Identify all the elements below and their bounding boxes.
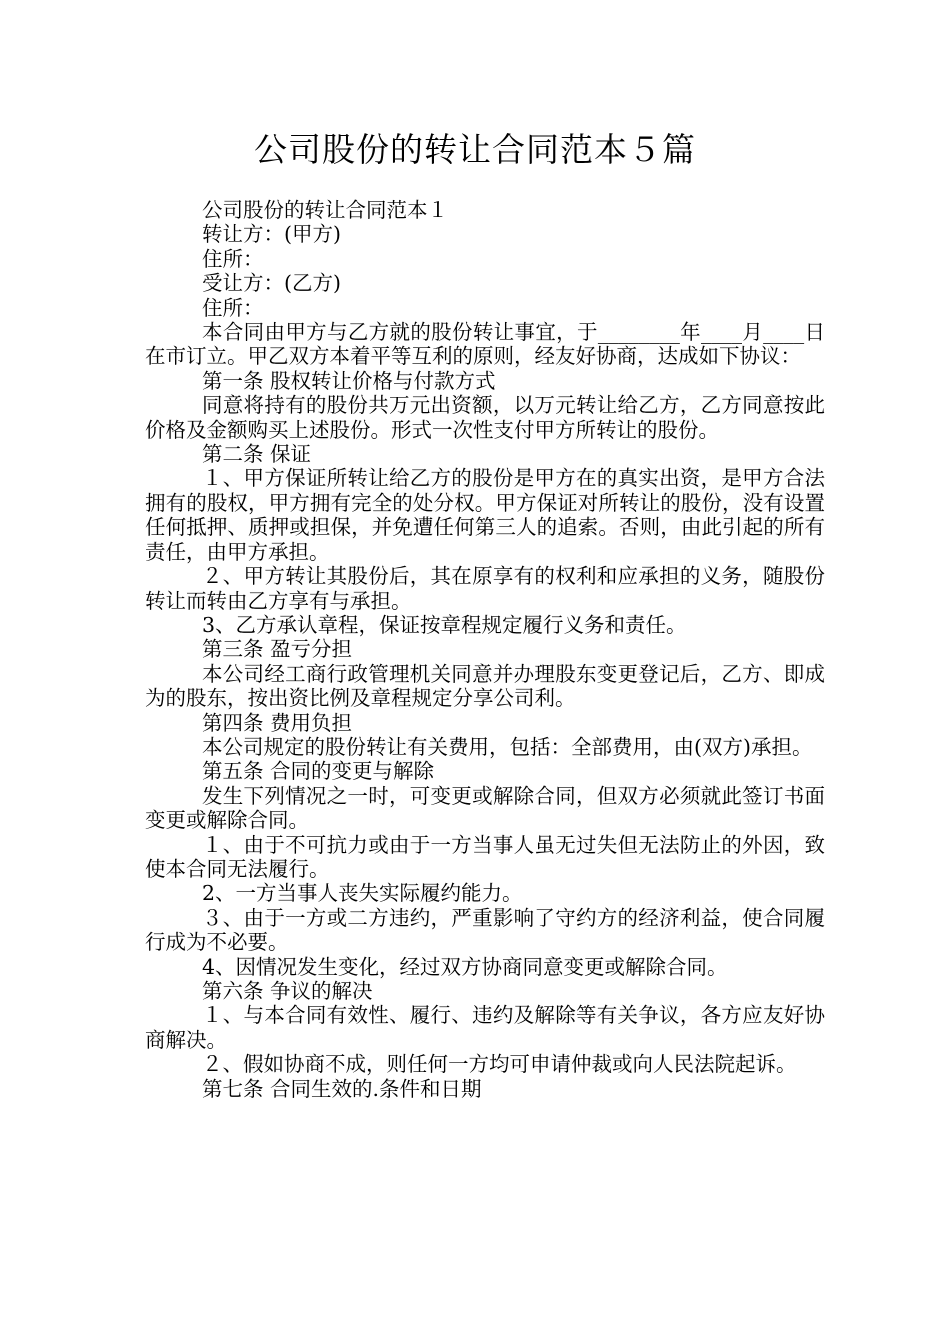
article-heading-5: 第五条 合同的变更与解除: [202, 759, 435, 784]
document-body: [145, 198, 825, 1101]
paragraph: ３、由于一方或二方违约，严重影响了守约方的经济利益，使合同履行成为不必要。: [145, 905, 825, 955]
paragraph: 发生下列情况之一时，可变更或解除合同，但双方必须就此签订书面变更或解除合同。: [145, 783, 825, 833]
paragraph-subtitle: 公司股份的转让合同范本１: [202, 198, 448, 222]
article-heading-4: 第四条 费用负担: [202, 710, 353, 735]
paragraph: １、由于不可抗力或由于一方当事人虽无过失但无法防止的外因，致使本合同无法履行。: [145, 832, 825, 881]
paragraph-transferor: 转让方：(甲方): [202, 222, 341, 247]
paragraph: 本公司规定的股份转让有关费用，包括：全部费用，由(双方)承担。: [202, 734, 813, 759]
paragraph: 本公司经工商行政管理机关同意并办理股东变更登记后，乙方、即成为的股东，按出资比例及章程规定分享公司利。: [145, 661, 825, 711]
paragraph-transferee-address: 住所：: [202, 295, 264, 320]
paragraph-transferor-address: 住所：: [202, 246, 264, 271]
paragraph: １、甲方保证所转让给乙方的股份是甲方在的真实出资，是甲方合法拥有的股权，甲方拥有完全的处分权。甲方保证对所转让的股份，没有设置任何抵押、质押或担保，并免遭任何第三人的追索。否则，由此引起的所有责任，由甲方承担。: [145, 466, 825, 564]
paragraph: 3、乙方承认章程，保证按章程规定履行义务和责任。: [202, 612, 687, 637]
paragraph: １、与本合同有效性、履行、违约及解除等有关争议，各方应友好协商解决。: [145, 1003, 825, 1052]
paragraph: 同意将持有的股份共万元出资额，以万元转让给乙方，乙方同意按此价格及金额购买上述股份。形式一次性支付甲方所转让的股份。: [145, 393, 825, 442]
paragraph: 4、因情况发生变化，经过双方协商同意变更或解除合同。: [202, 954, 728, 979]
document-title: 公司股份的转让合同范本５篇: [254, 130, 696, 169]
paragraph-transferee: 受让方：(乙方): [202, 271, 341, 296]
paragraph: ２、甲方转让其股份后，其在原享有的权利和应承担的义务，随股份转让而转由乙方享有与承担。: [145, 564, 825, 613]
article-heading-1: 第一条 股权转让价格与付款方式: [202, 368, 496, 393]
article-heading-2: 第二条 保证: [202, 442, 312, 467]
paragraph-preamble: 本合同由甲方与乙方就的股份转让事宜，于________年____月____日在市订立。甲乙双方本着平等互利的原则，经友好协商，达成如下协议：: [145, 320, 825, 369]
article-heading-7: 第七条 合同生效的.条件和日期: [202, 1076, 482, 1101]
article-heading-3: 第三条 盈亏分担: [202, 637, 353, 662]
paragraph: ２、假如协商不成，则任何一方均可申请仲裁或向人民法院起诉。: [202, 1052, 797, 1077]
article-heading-6: 第六条 争议的解决: [202, 979, 373, 1003]
paragraph: 2、一方当事人丧失实际履约能力。: [202, 881, 523, 906]
